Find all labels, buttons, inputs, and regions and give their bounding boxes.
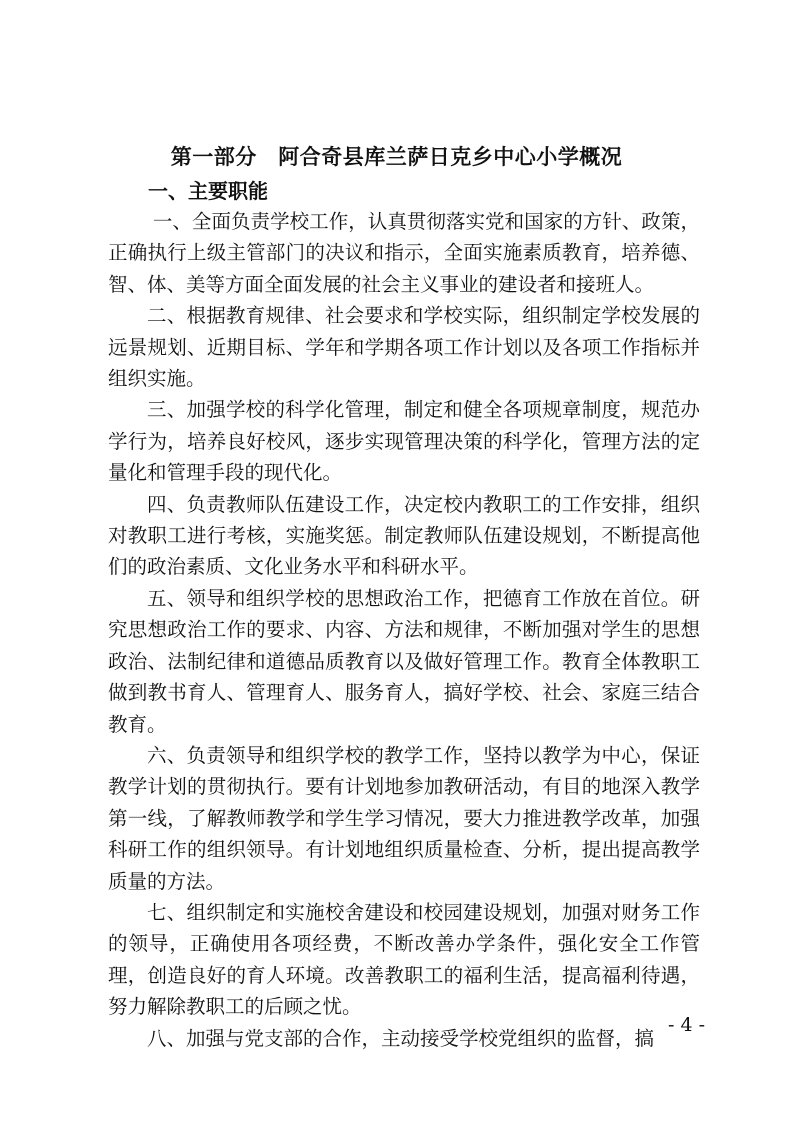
- paragraph: 七、组织制定和实施校舍建设和校园建设规划，加强对财务工作的领导，正确使用各项经费，不断改善办学条件，强化安全工作管理，创造良好的育人环境。改善教职工的福利生活，提高福利待遇，努力解除教职工的后顾之忧。: [108, 900, 700, 1019]
- section-heading: 一、主要职能: [148, 179, 268, 203]
- paragraph: 三、加强学校的科学化管理，制定和健全各项规章制度，规范办学行为，培养良好校风，逐步实现管理决策的科学化，管理方法的定量化和管理手段的现代化。: [108, 398, 700, 485]
- paragraph: 八、加强与党支部的合作，主动接受学校党组织的监督，搞: [147, 1026, 655, 1050]
- paragraph: 六、负责领导和组织学校的教学工作，坚持以教学为中心，保证教学计划的贯彻执行。要有计划地参加教研活动，有目的地深入教学第一线，了解教师教学和学生学习情况，要大力推进教学改革，加强科研工作的组织领导。有计划地组织质量检查、分析，提出提高教学质量的方法。: [108, 743, 700, 893]
- page-number: - 4 -: [667, 1014, 705, 1036]
- paragraph: 二、根据教育规律、社会要求和学校实际，组织制定学校发展的远景规划、近期目标、学年和学期各项工作计划以及各项工作指标并组织实施。: [108, 304, 700, 391]
- paragraph: 一、全面负责学校工作，认真贯彻落实党和国家的方针、政策，正确执行上级主管部门的决议和指示，全面实施素质教育，培养德、智、体、美等方面全面发展的社会主义事业的建设者和接班人。: [108, 210, 700, 296]
- paragraph: 五、领导和组织学校的思想政治工作，把德育工作放在首位。研究思想政治工作的要求、内容、方法和规律，不断加强对学生的思想政治、法制纪律和道德品质教育以及做好管理工作。教育全体教职工做到教书育人、管理育人、服务育人，搞好学校、社会、家庭三结合教育。: [108, 586, 700, 736]
- paragraph: 四、负责教师队伍建设工作，决定校内教职工的工作安排，组织对教职工进行考核，实施奖惩。制定教师队伍建设规划，不断提高他们的政治素质、文化业务水平和科研水平。: [108, 492, 700, 579]
- body-text: [108, 206, 700, 1054]
- document-title: 第一部分 阿合奇县库兰萨日克乡中心小学概况: [170, 145, 623, 169]
